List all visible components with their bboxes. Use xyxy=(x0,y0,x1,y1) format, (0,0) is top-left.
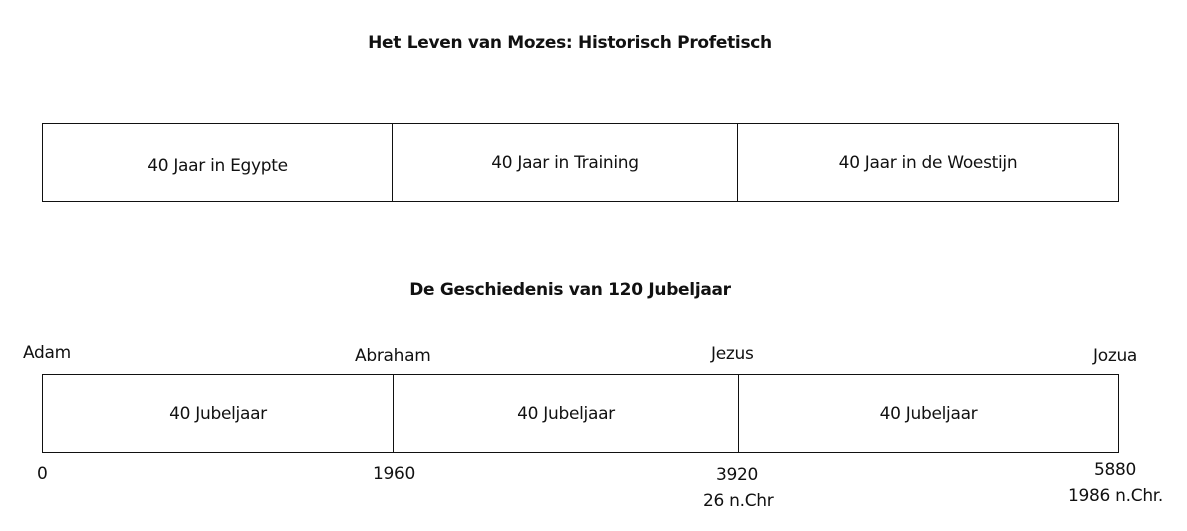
bottom-label-0: 0 xyxy=(37,464,48,484)
jubilee-timeline-bar xyxy=(42,374,1119,453)
bottom-label-5880: 5880 xyxy=(1094,460,1137,480)
moses-timeline-bar xyxy=(42,123,1119,202)
jubilee-segment-1: 40 Jubeljaar xyxy=(169,403,267,424)
bottom-label-3920: 3920 xyxy=(716,465,759,485)
moses-segment-desert: 40 Jaar in de Woestijn xyxy=(737,124,1118,201)
top-label-adam: Adam xyxy=(23,343,71,363)
moses-segment-egypt: 40 Jaar in Egypte xyxy=(147,155,288,176)
jubilee-segment-2: 40 Jubeljaar xyxy=(393,375,738,452)
moses-segment-training: 40 Jaar in Training xyxy=(392,124,737,201)
jubilee-segment-3: 40 Jubeljaar xyxy=(738,375,1118,452)
jubilee-title: De Geschiedenis van 120 Jubeljaar xyxy=(409,280,731,300)
bottom-sublabel-1986: 1986 n.Chr. xyxy=(1068,486,1164,506)
bottom-sublabel-26: 26 n.Chr xyxy=(703,491,774,511)
bottom-label-1960: 1960 xyxy=(373,464,416,484)
top-label-jezus: Jezus xyxy=(711,344,754,364)
top-label-jozua: Jozua xyxy=(1093,346,1138,366)
top-label-abraham: Abraham xyxy=(355,346,431,366)
moses-title: Het Leven van Mozes: Historisch Profetisch xyxy=(368,33,772,53)
